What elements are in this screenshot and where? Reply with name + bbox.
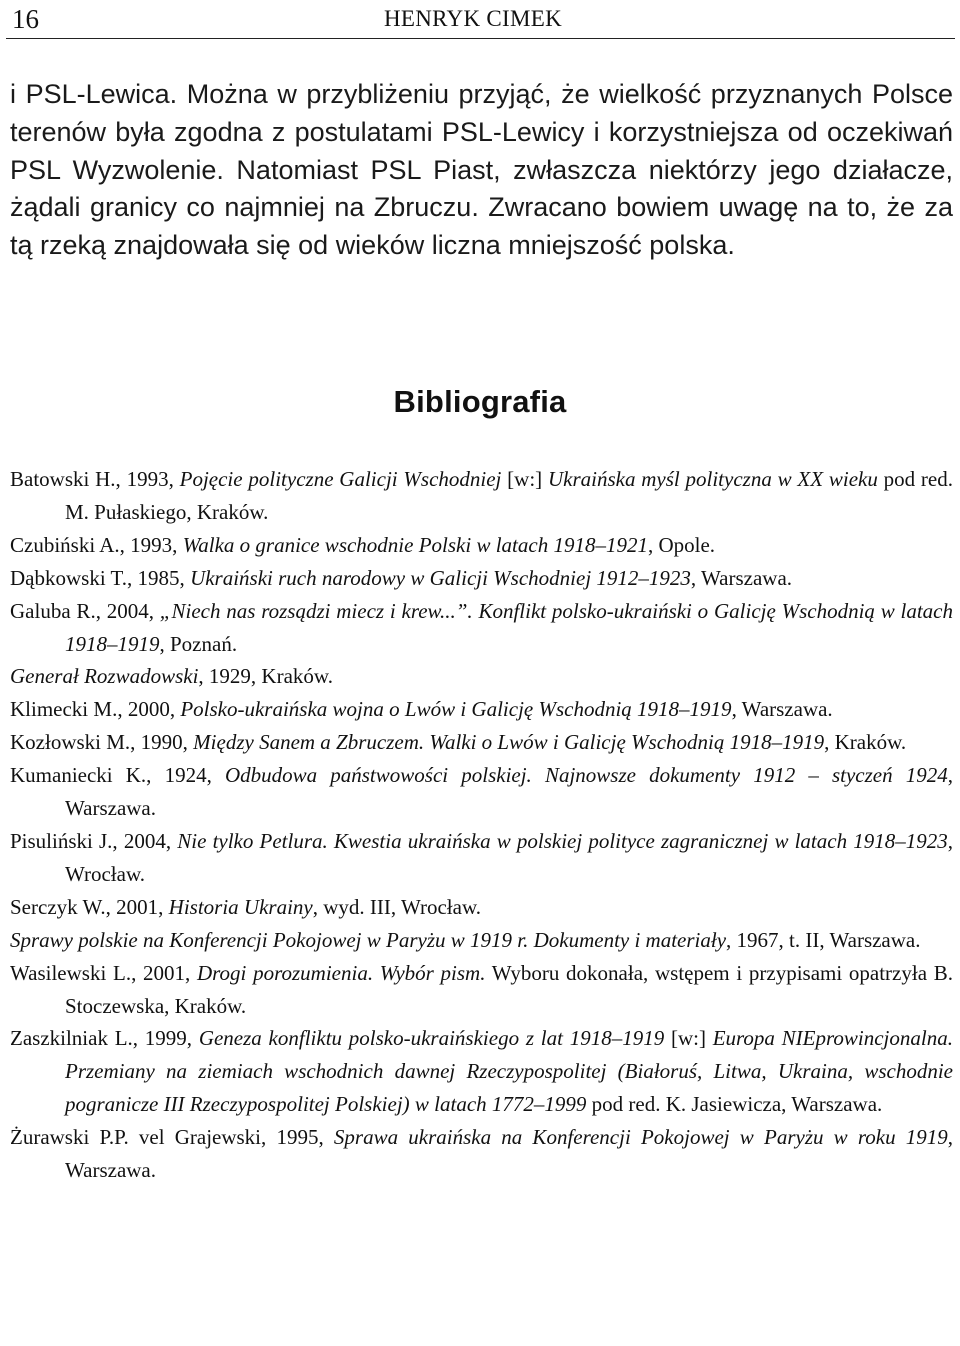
entry-text: Kozłowski M., 1990, — [10, 730, 194, 755]
entry-title: Ukraiński ruch narodowy w Galicji Wschodniej 1912–1923 — [190, 565, 691, 590]
entry-text: , Warszawa. — [731, 697, 833, 722]
entry-text: , wyd. III, Wrocław. — [312, 894, 482, 919]
entry-text: Wasilewski L., 2001, — [10, 960, 197, 985]
bibliography-entry — [10, 924, 953, 957]
entry-text: Batowski H., 1993, — [10, 467, 180, 491]
entry-text: Klimecki M., 2000, — [10, 697, 181, 722]
entry-title: Europa NIEprowincjonalna. Przemiany na ziemiach wschodnich dawnej Rzeczypospolitej (Białoruś, Litwa, Ukraina, wschodnie pogranicze III Rzeczypospolitej Polskiej) w latach 1772–1999 — [65, 1026, 953, 1117]
entry-text: , Kraków. — [824, 730, 907, 755]
entry-title: Odbudowa państwowości polskiej. Najnowsze dokumenty 1912 – styczeń 1924 — [224, 763, 948, 788]
bibliography-entry — [10, 759, 953, 825]
entry-text: , 1967, t. II, Warszawa. — [726, 927, 921, 952]
bibliography-entry — [10, 463, 953, 529]
bibliography-entry — [10, 660, 953, 693]
entry-text: , Warszawa. — [65, 1125, 953, 1183]
bibliography-list — [10, 463, 953, 1187]
entry-text: pod red. K. Jasiewicza, Warszawa. — [586, 1092, 883, 1117]
section-title: Bibliografia — [393, 384, 567, 419]
entry-title: Drogi porozumienia. Wybór pism. — [197, 960, 486, 985]
page-number: 16 — [12, 4, 39, 34]
entry-title: Sprawy polskie na Konferencji Pokojowej w Paryżu w 1919 r. Dokumenty i materiały — [10, 927, 727, 952]
entry-title: Ukraińska myśl polityczna w XX wieku — [547, 467, 878, 491]
entry-text: Galuba R., 2004, — [10, 598, 160, 623]
entry-text: Pisuliński J., 2004, — [10, 828, 178, 853]
bibliography-entry — [10, 562, 953, 595]
entry-text: , Poznań. — [159, 631, 238, 656]
bibliography-entry — [10, 1022, 953, 1121]
entry-text: pod red. M. Pułaskiego, Kraków. — [65, 467, 953, 524]
running-head: HENRYK CIMEK — [384, 6, 563, 31]
entry-title: Walka o granice wschodnie Polski w latach 1918–1921 — [182, 532, 648, 557]
bibliography-entry — [10, 891, 953, 924]
entry-title: Polsko-ukraińska wojna o Lwów i Galicję Wschodnią 1918–1919 — [180, 697, 732, 722]
entry-title: „Niech nas rozsądzi miecz i krew...”. Konflikt polsko-ukraiński o Galicję Wschodnią w latach 1918–1919 — [65, 598, 953, 656]
entry-text: , Warszawa. — [65, 763, 953, 821]
entry-title: Historia Ukrainy — [168, 894, 313, 919]
entry-text: , Wrocław. — [65, 828, 953, 886]
entry-title: Sprawa ukraińska na Konferencji Pokojowej w Paryżu w roku 1919 — [333, 1125, 948, 1150]
page-header — [6, 0, 955, 39]
entry-text: , 1929, Kraków. — [198, 664, 333, 689]
entry-text: , Warszawa. — [690, 565, 793, 590]
entry-text: [w:] — [664, 1026, 713, 1051]
entry-title: Generał Rozwadowski — [10, 664, 199, 689]
bibliography-entry — [10, 693, 953, 726]
bibliography-entry — [10, 957, 953, 1023]
entry-title: Nie tylko Petlura. Kwestia ukraińska w polskiej polityce zagranicznej w latach 1918–1923 — [177, 828, 948, 853]
entry-text: Dąbkowski T., 1985, — [10, 565, 191, 590]
bibliography-entry — [10, 529, 953, 562]
entry-text: Wyboru dokonała, wstępem i przypisami opatrzyła B. Stoczewska, Kraków. — [65, 960, 953, 1018]
entry-text: [w:] — [501, 467, 548, 491]
entry-text: Zaszkilniak L., 1999, — [10, 1026, 199, 1051]
bibliography-entry — [10, 726, 953, 759]
bibliography-entry — [10, 825, 953, 891]
entry-text: Czubiński A., 1993, — [10, 532, 183, 557]
entry-text: Kumaniecki K., 1924, — [10, 763, 225, 788]
entry-text: Serczyk W., 2001, — [10, 894, 169, 919]
entry-text: Żurawski P.P. vel Grajewski, 1995, — [10, 1125, 334, 1150]
entry-text: , Opole. — [647, 532, 716, 557]
entry-title: Pojęcie polityczne Galicji Wschodniej — [179, 467, 502, 491]
entry-title: Geneza konfliktu polsko-ukraińskiego z lat 1918–1919 — [198, 1026, 665, 1051]
body-paragraph: i PSL-Lewica. Można w przybliżeniu przyjąć, że wielkość przyznanych Polsce terenów była zgodna z postulatami PSL-Lewicy i korzystniejsza od oczekiwań PSL Wyzwolenie. Natomiast PSL Piast, zwłaszcza niektórzy jego działacze, żądali granicy co najmniej na Zbruczu. Zwracano bowiem uwagę na to, że za tą rzeką znajdowała się od wieków liczna mniejszość polska. — [10, 79, 953, 261]
bibliography-entry — [10, 1121, 953, 1187]
bibliography-entry — [10, 595, 953, 661]
entry-title: Między Sanem a Zbruczem. Walki o Lwów i Galicję Wschodnią 1918–1919 — [193, 730, 825, 755]
